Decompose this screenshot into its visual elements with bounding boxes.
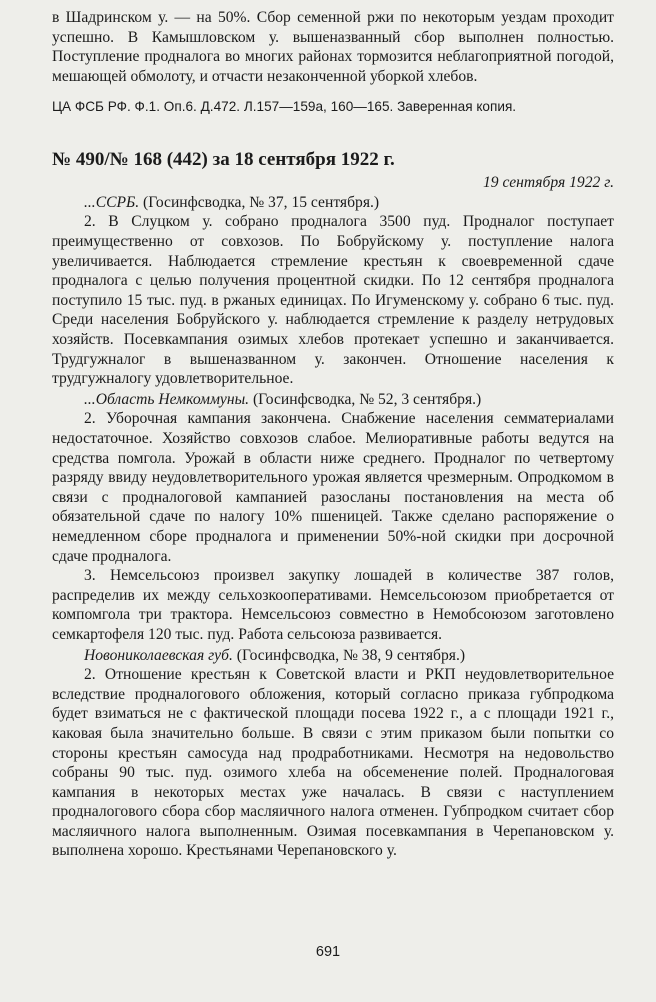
section-nemkommuna (52, 390, 614, 645)
section-paragraph: 2. Отношение крестьян к Советской власти и РКП неудовлетворительное вследствие продналогового обложения, который согласно приказа губпродкома будет взиматься не с фактической площади посева 1922 г., а с площади 1921 г., каковая была значительно больше. В связи с этим приказом были попытки со стороны крестьян самосуда над продработниками. Несмотря на недовольство собраны 90 тыс. пуд. озимого хлеба на обсеменение полей. Продналоговая кампания в некоторых местах уже началась. В связи с наступлением продналогового сбора сбор масляичного налога отменен. Губпродком считает сбор масляичного налога выполненным. Озимая посевкампания в Черепановском у. выполнена хорошо. Крестьянами Черепановского у. (52, 666, 614, 860)
region-name: ...Область Немкоммуны. (84, 390, 250, 408)
section-paragraph: 2. В Слуцком у. собрано продналога 3500 пуд. Продналог поступает преимущественно от совхозов. По Бобруйскому у. поступление налога увеличивается. Наблюдается стремление крестьян к своевременной сдаче продналога с целью получения процентной скидки. По 12 сентября продналога поступило 15 тыс. пуд. в ржаных единицах. По Игуменскому у. собрано 6 тыс. пуд. Среди населения Бобруйского у. наблюдается стремление к разделу нетрудовых хозяйств. Посевкампания озимых хлебов протекает успешно и заканчивается. Трудгужналог в вышеназванном у. закончен. Отношение населения к трудгужналогу удовлетворительное. (52, 213, 614, 388)
top-paragraph: в Шадринском у. — на 50%. Сбор семенной ржи по некоторым уездам проходит успешно. В Камышловском у. вышеназванный сбор выполнен полностью. Поступление продналога во многих районах тормозится неблагоприятной погодой, мешающей обмолоту, и отчасти незаконченной уборкой хлебов. (52, 9, 614, 85)
region-name: Новониколаевская губ. (84, 646, 233, 664)
section-source-line (52, 390, 614, 410)
section-paragraph: 3. Немсельсоюз произвел закупку лошадей в количестве 387 голов, распределив их между сельхозкооперативами. Немсельсоюзом приобретается от компомгола три трактора. Немсельсоюз совместно в Немобсоюзом заготовлено семкартофеля 120 тыс. пуд. Работа сельсоюза развивается. (52, 567, 614, 643)
source-citation: (Госинфсводка, № 37, 15 сентября.) (139, 193, 380, 211)
section-ssrb (52, 193, 614, 389)
section-source-line (52, 193, 614, 213)
source-citation: (Госинфсводка, № 52, 3 сентября.) (249, 390, 482, 408)
section-source-line (52, 646, 614, 666)
document-date: 19 сентября 1922 г. (482, 173, 614, 191)
archive-reference: ЦА ФСБ РФ. Ф.1. Оп.6. Д.472. Л.157—159а, 160—165. Заверенная копия. (52, 99, 517, 115)
page-number: 691 (315, 944, 341, 960)
source-citation: (Госинфсводка, № 38, 9 сентября.) (232, 646, 466, 664)
region-name: ...ССРБ. (84, 193, 140, 211)
document-heading: № 490/№ 168 (442) за 18 сентября 1922 г. (52, 148, 395, 170)
section-paragraph: 2. Уборочная кампания закончена. Снабжение населения семматериалами недостаточное. Хозяйство совхозов слабое. Мелиоративные работы ведутся на средства помгола. Урожай в области ниже среднего. Продналог по четвертому разряду ввиду неудовлетворительного урожая является чрезмерным. Опродкомом в связи с продналоговой кампанией разосланы постановления на места об обязательной сдаче по налогу 10% пшеницей. Также сделано распоряжение о немедленном сборе продналога и применении 50%-ной скидки при досрочной сдаче продналога. (52, 410, 614, 565)
section-novonikolaevsk (52, 646, 614, 862)
